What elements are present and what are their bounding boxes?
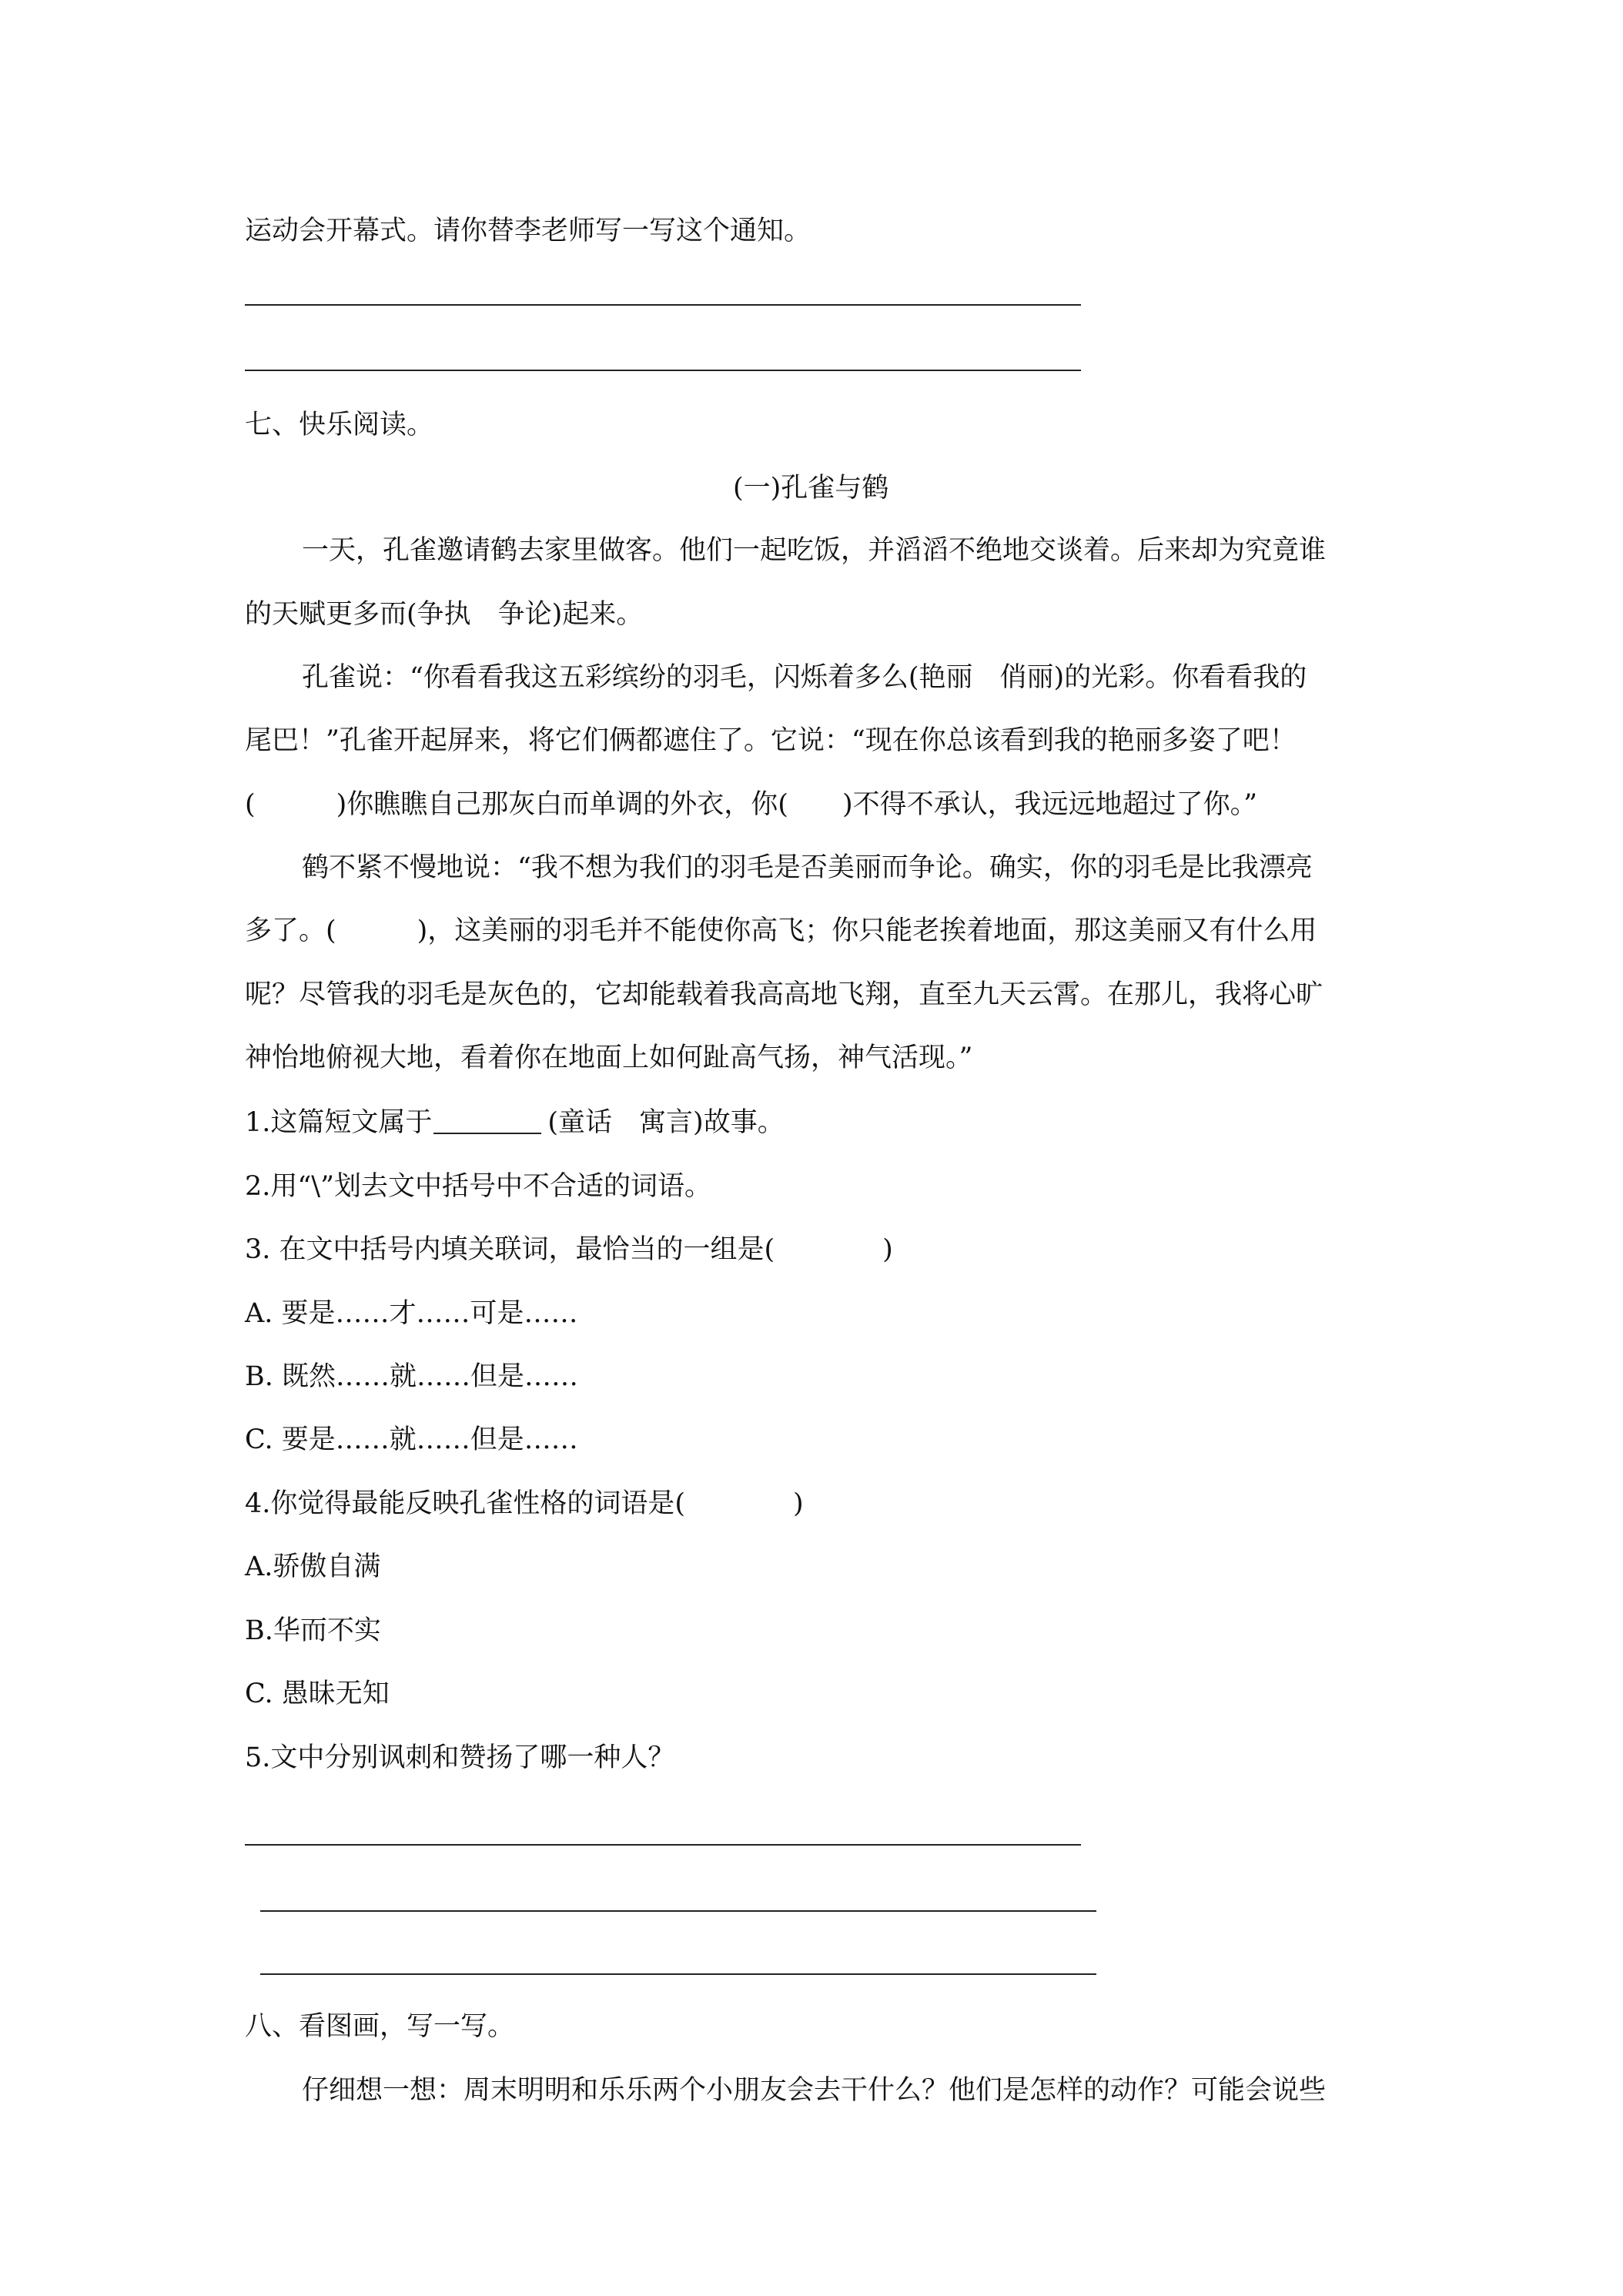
answer-line[interactable]: [245, 304, 1081, 306]
question-4-option-a: A.骄傲自满: [245, 1551, 381, 1582]
question-5: 5.文中分别讽刺和赞扬了哪一种人？: [245, 1742, 675, 1773]
section-8-heading: 八、看图画，写一写。: [245, 2011, 515, 2042]
answer-line[interactable]: [260, 1973, 1096, 1975]
section-8-prompt: 仔细想一想：周末明明和乐乐两个小朋友会去干什么？他们是怎样的动作？可能会说些: [302, 2075, 1327, 2106]
passage-paragraph: 一天，孔雀邀请鹤去家里做客。他们一起吃饭，并滔滔不绝地交谈着。后来却为究竟谁: [302, 535, 1327, 566]
question-3: 3. 在文中括号内填关联词，最恰当的一组是( ): [245, 1234, 893, 1265]
question-4: 4.你觉得最能反映孔雀性格的词语是( ): [245, 1488, 804, 1519]
answer-line[interactable]: [245, 1844, 1081, 1846]
passage-paragraph: 尾巴！”孔雀开起屏来，将它们俩都遮住了。它说：“现在你总该看到我的艳丽多姿了吧！: [245, 725, 1297, 756]
passage-paragraph: 鹤不紧不慢地说：“我不想为我们的羽毛是否美丽而争论。确实，你的羽毛是比我漂亮: [302, 852, 1313, 883]
passage-paragraph: 的天赋更多而(争执 争论)起来。: [245, 599, 644, 630]
question-1-suffix: (童话 寓言)故事。: [547, 1107, 785, 1138]
question-4-option-b: B.华而不实: [245, 1615, 381, 1646]
passage-paragraph: 多了。( )，这美丽的羽毛并不能使你高飞；你只能老挨着地面，那这美丽又有什么用: [245, 915, 1317, 946]
question-1-prefix: 1.这篇短文属于: [245, 1107, 433, 1138]
passage-title: (一)孔雀与鹤: [733, 473, 889, 504]
passage-paragraph: 孔雀说：“你看看我这五彩缤纷的羽毛，闪烁着多么(艳丽 俏丽)的光彩。你看看我的: [302, 662, 1307, 693]
question-3-option-a: A. 要是……才……可是……: [245, 1298, 578, 1329]
question-3-option-c: C. 要是……就……但是……: [245, 1424, 578, 1455]
passage-paragraph: 神怡地俯视大地，看着你在地面上如何趾高气扬，神气活现。”: [245, 1043, 973, 1073]
question-1-blank[interactable]: [433, 1110, 541, 1134]
passage-paragraph: 呢？尽管我的羽毛是灰色的，它却能载着我高高地飞翔，直至九天云霄。在那儿，我将心旷: [245, 979, 1323, 1010]
question-3-option-b: B. 既然……就……但是……: [245, 1361, 578, 1392]
question-4-option-c: C. 愚昧无知: [245, 1678, 390, 1709]
passage-paragraph: ( )你瞧瞧自己那灰白而单调的外衣，你( )不得不承认，我远远地超过了你。”: [245, 789, 1258, 820]
answer-line[interactable]: [260, 1910, 1096, 1912]
question-2: 2.用“\”划去文中括号中不合适的词语。: [245, 1171, 711, 1202]
question-1: [245, 1106, 785, 1140]
answer-line[interactable]: [245, 370, 1081, 371]
section-7-heading: 七、快乐阅读。: [245, 410, 434, 440]
intro-line: 运动会开幕式。请你替李老师写一写这个通知。: [245, 216, 812, 246]
